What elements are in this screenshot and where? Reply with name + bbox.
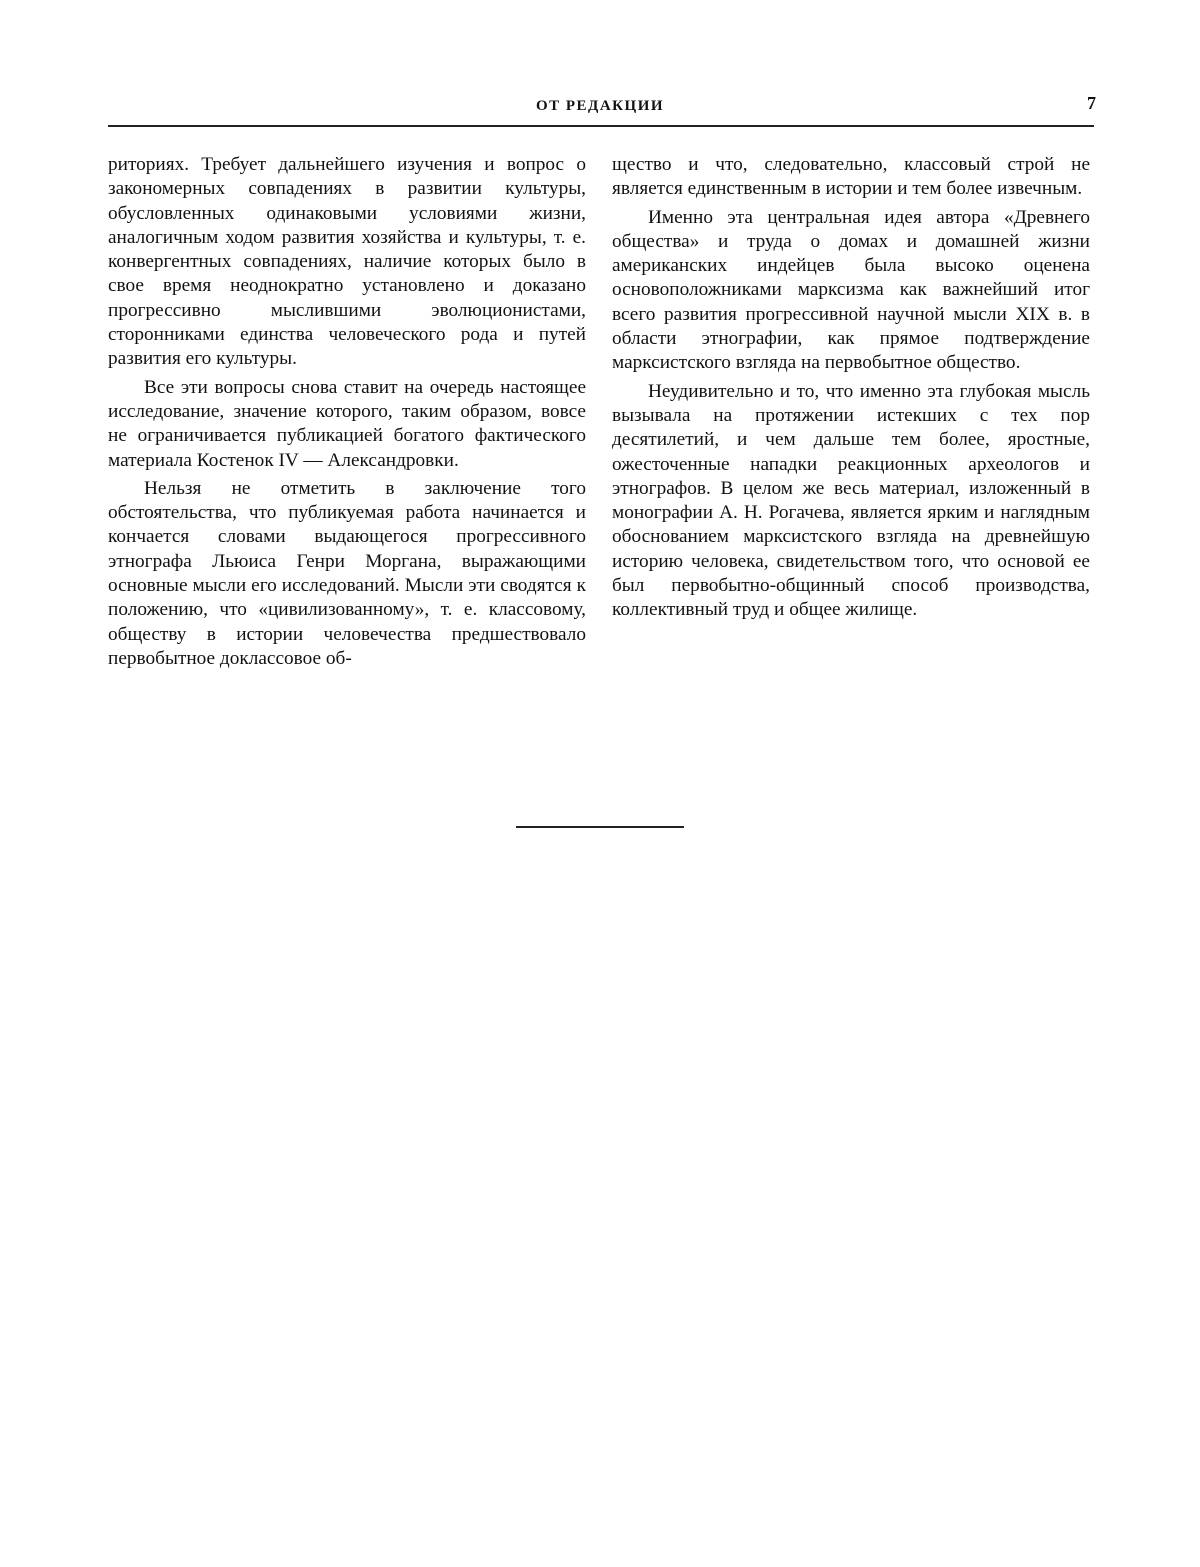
header-rule — [108, 125, 1094, 127]
paragraph: Нельзя не отметить в заключение того обстоятельства, что публикуемая работа начинается и кончается словами выдающегося прогрессивного этнографа Льюиса Генри Моргана, выражающими основные мысли его исследований. Мысли эти сводятся к положению, что «цивилизованному», т. е. классовому, обществу в истории человечества предшествовало первобытное доклассовое об- — [108, 477, 586, 669]
paragraph: риториях. Требует дальнейшего изучения и вопрос о закономерных совпадениях в развитии культуры, обусловленных одинаковыми условиями жизни, аналогичным ходом развития хозяйства и культуры, т. е. конвергентных совпадениях, наличие которых было в свое время неоднократно установлено и доказано прогрессивно мыслившими эволюционистами, сторонниками единства человеческого рода и путей развития его культуры. — [108, 154, 586, 370]
paragraph: Именно эта центральная идея автора «Древнего общества» и труда о домах и домашней жизни американских индейцев была высоко оценена основоположниками марксизма как важнейший итог всего развития прогрессивной научной мысли XIX в. в области этнографии, как прямое подтверждение марксистского взгляда на первобытное общество. — [612, 206, 1090, 374]
paragraph: щество и что, следовательно, классовый строй не является единственным в истории и тем более извечным. — [612, 154, 1090, 200]
page-number: 7 — [1087, 93, 1096, 113]
paragraph: Неудивительно и то, что именно эта глубокая мысль вызывала на протяжении истекших с тех пор десятилетий, и чем дальше тем более, яростные, ожесточенные нападки реакционных археологов и этнографов. В целом же весь материал, изложенный в монографии А. Н. Рогачева, является ярким и наглядным обоснованием марксистского взгляда на древнейшую историю человека, свидетельством того, что основой ее был первобытно-общинный способ производства, коллективный труд и общее жилище. — [612, 380, 1090, 621]
running-title: ОТ РЕДАКЦИИ — [535, 98, 665, 114]
end-rule — [516, 826, 684, 828]
right-column — [612, 153, 1090, 623]
paragraph: Все эти вопросы снова ставит на очередь настоящее исследование, значение которого, таким образом, вовсе не ограничивается публикацией богатого фактического материала Костенок IV — Александровки. — [108, 376, 586, 471]
left-column — [108, 153, 586, 671]
